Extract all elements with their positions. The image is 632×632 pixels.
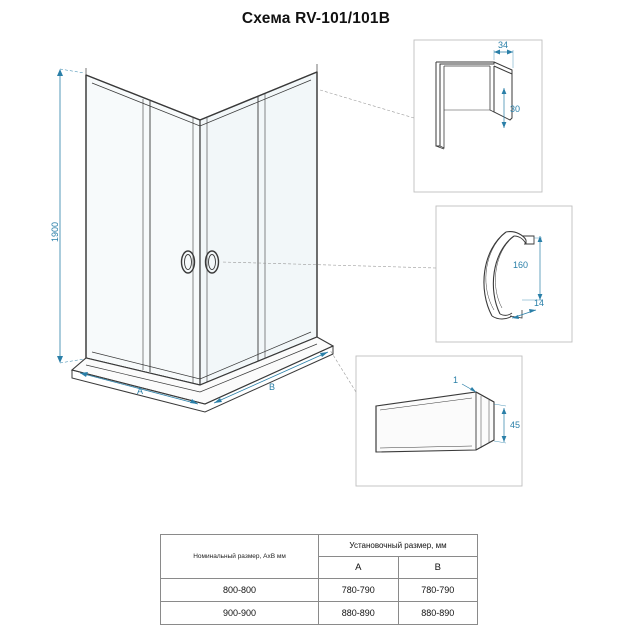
callout-profile-frame bbox=[414, 40, 542, 192]
dimension-a-label: A bbox=[136, 386, 144, 396]
callout-threshold-leader bbox=[330, 350, 356, 392]
dimension-height-label: 1900 bbox=[50, 221, 60, 243]
table-header-a: A bbox=[319, 557, 398, 579]
dimension-34-label: 34 bbox=[497, 40, 509, 50]
table-header-row bbox=[161, 535, 478, 557]
table-header-b: B bbox=[398, 557, 478, 579]
table-row bbox=[161, 579, 478, 602]
table-cell-nominal: 900-900 bbox=[161, 602, 319, 625]
dimension-b-label: B bbox=[268, 382, 276, 392]
callout-profile-leader bbox=[320, 90, 414, 118]
table-cell-a: 780-790 bbox=[319, 579, 398, 602]
table-cell-b: 780-790 bbox=[398, 579, 478, 602]
dimension-14-label: 14 bbox=[534, 298, 545, 308]
dimension-45-label: 45 bbox=[510, 420, 521, 430]
table-header-install: Установочный размер, мм bbox=[319, 535, 478, 557]
table-header-nominal: Номинальный размер, АхВ мм bbox=[161, 535, 319, 579]
table-cell-a: 880-890 bbox=[319, 602, 398, 625]
table-row bbox=[161, 602, 478, 625]
dimension-1-label: 1 bbox=[452, 375, 458, 385]
table-cell-b: 880-890 bbox=[398, 602, 478, 625]
dimension-160-label: 160 bbox=[512, 260, 528, 270]
enclosure-body bbox=[72, 64, 333, 412]
specification-table bbox=[160, 534, 478, 625]
table-cell-nominal: 800-800 bbox=[161, 579, 319, 602]
callout-handle-frame bbox=[436, 206, 572, 342]
page-title: Схема RV-101/101В bbox=[241, 10, 391, 27]
dimension-30-label: 30 bbox=[510, 104, 521, 114]
dimension-height-1900 bbox=[57, 69, 84, 363]
